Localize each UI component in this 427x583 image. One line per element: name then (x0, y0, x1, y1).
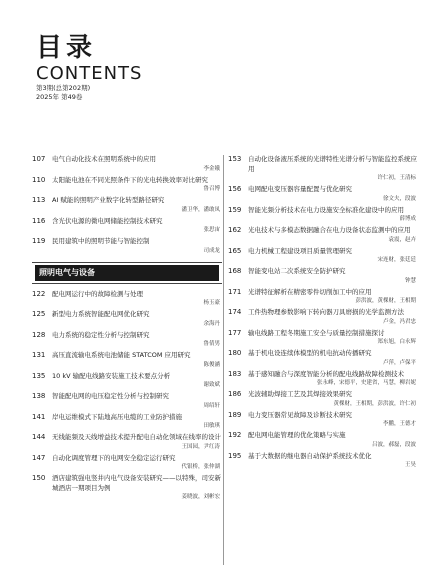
article-authors: 陈俊涵 (203, 361, 220, 368)
issue-number: 第3期(总第202期) (36, 84, 91, 92)
left-bottom-list (32, 290, 222, 502)
toc-entry[interactable] (32, 237, 222, 255)
toc-entry[interactable] (228, 431, 418, 449)
article-authors: 姜晓波，刘彬宏 (181, 494, 220, 500)
article-title: 光谱特征解析在精密零件切削加工中的应用 (248, 287, 372, 296)
toc-entry[interactable] (32, 474, 222, 501)
article-authors: 鲁召博 (203, 186, 220, 192)
article-authors: 杨玉豪 (203, 300, 220, 306)
section-header (32, 262, 222, 284)
right-list (228, 155, 418, 469)
contents-title-en: CONTENTS (36, 63, 143, 84)
article-authors: 宋连财，张廷廷 (377, 257, 416, 263)
article-title: 岸电运维模式下陆地高压电缆的工业防护措施 (52, 412, 182, 421)
toc-entry[interactable] (228, 390, 418, 408)
article-authors: 薛博成 (399, 216, 416, 222)
article-authors: 许仁初，王清标 (377, 175, 416, 181)
article-authors: 余海丹 (203, 320, 220, 327)
toc-entry[interactable] (32, 217, 222, 235)
toc-entry[interactable] (32, 196, 222, 214)
page-number: 165 (228, 246, 242, 255)
page-number: 180 (228, 349, 242, 357)
toc-entry[interactable] (228, 185, 418, 203)
toc-entry[interactable] (228, 370, 418, 388)
toc-entry[interactable] (228, 247, 418, 265)
page-number: 125 (32, 310, 46, 318)
page-number: 150 (32, 474, 46, 482)
article-title: 基于大数据的继电器自动保护系统技术优化 (248, 451, 372, 460)
article-title: 配电网运行中的故障检测与处理 (52, 289, 143, 298)
toc-entry[interactable] (32, 351, 222, 369)
toc-entry[interactable] (228, 267, 418, 285)
left-top-list (32, 155, 222, 255)
article-title: 输电线路工程冬期施工安全与质量控制措施探讨 (248, 328, 385, 337)
article-title: 10 kV 输配电线路安装施工技术要点分析 (52, 371, 171, 380)
page-number: 147 (32, 453, 46, 462)
article-title: 基于机电设连续体模型的机电抗动传播研究 (248, 349, 372, 357)
article-authors: 代银桥，张仲湖 (181, 464, 220, 470)
toc-entry[interactable] (32, 290, 222, 308)
article-authors: 司成龙 (203, 247, 220, 254)
article-authors: 王昊 (404, 462, 416, 468)
page-number: 144 (32, 433, 46, 441)
volume-year: 2025年 第49卷 (36, 93, 83, 101)
page-number: 156 (228, 185, 242, 193)
article-title: 自动化调度管理下的电网安全稳定运行研究 (52, 453, 176, 462)
page-number: 107 (32, 155, 46, 163)
toc-entry[interactable] (32, 176, 222, 194)
page-number: 153 (228, 155, 242, 163)
article-authors: 黄棵财，王相期，彭洪波，许仁初 (333, 400, 416, 407)
toc-entry[interactable] (228, 452, 418, 470)
column-divider (223, 155, 224, 565)
page-number: 110 (32, 175, 46, 184)
toc-entry[interactable] (32, 310, 222, 328)
page-number: 177 (228, 328, 242, 337)
article-title: 智能光频分析技术在电力设施安全标准化建设中的应用 (248, 205, 404, 214)
toc-entry[interactable] (228, 411, 418, 429)
right-column (228, 155, 418, 472)
page-number: 131 (32, 351, 46, 359)
toc-entry[interactable] (32, 155, 222, 173)
page-number: 122 (32, 289, 46, 298)
page-number: 128 (32, 330, 46, 339)
article-title: 工件热物理参数影响下转向器刀具磨损的光学监测方法 (248, 308, 404, 316)
article-title: 电气自动化技术在照明系统中的应用 (52, 155, 156, 163)
toc-entry[interactable] (32, 413, 222, 431)
page-number: 162 (228, 226, 242, 234)
article-authors: 张永峰，宋德平，史建省，马慧，柳岩妮 (316, 380, 416, 386)
article-authors: 卢萍，卢保平 (382, 359, 416, 366)
article-authors: 张思宙 (203, 227, 220, 233)
header (36, 34, 142, 102)
page-number: 119 (32, 237, 46, 245)
toc-entry[interactable] (228, 288, 418, 306)
section-title: 照明电气与设备 (35, 265, 219, 281)
toc-entry[interactable] (32, 454, 222, 472)
toc-entry[interactable] (32, 392, 222, 410)
article-title: 电力机械工程建设项目质量管理研究 (248, 246, 352, 255)
page-number: 159 (228, 205, 242, 214)
toc-entry[interactable] (228, 226, 418, 244)
article-title: 配电网电能管理的优化策略与实施 (248, 431, 346, 439)
article-authors: 卢金，冯君忠 (382, 318, 416, 325)
page-number: 192 (228, 431, 242, 439)
page-number: 116 (32, 216, 46, 225)
article-authors: 李金娥 (203, 165, 220, 172)
article-title: 基于感知融合与深度智能分析的配电线路故障检测技术 (248, 369, 404, 378)
article-authors: 徐文夫，段波 (382, 195, 416, 202)
article-title: 电网配电变压器容量配置与优化研究 (248, 185, 352, 193)
article-authors: 袁震，赵卉 (388, 236, 416, 243)
page-number: 113 (32, 196, 46, 204)
page-number: 186 (228, 390, 242, 398)
toc-entry[interactable] (228, 329, 418, 347)
article-authors: 李鹏，王德才 (382, 421, 416, 427)
toc-entry[interactable] (32, 372, 222, 390)
article-title: 电力系统的稳定性分析与控制研究 (52, 330, 150, 339)
article-authors: 潘卫华，潘敢凤 (181, 206, 220, 213)
page-number: 138 (32, 392, 46, 400)
article-authors: 周绍轩 (203, 402, 220, 409)
article-authors: 田敏琪 (203, 423, 220, 429)
page-number: 195 (228, 451, 242, 460)
article-title: 酒店建筑强电竖井内电气设备安装研究——以特殊，司安新城酒店一期项目为例 (52, 474, 221, 492)
page-number: 183 (228, 369, 242, 378)
left-column (32, 155, 222, 504)
page-number: 168 (228, 267, 242, 275)
article-title: 太阳能电池在不同光照条件下的光电转换效率对比研究 (52, 175, 208, 184)
toc-entry[interactable] (32, 331, 222, 349)
article-title: 智能变电站二次系统安全防护研究 (248, 267, 346, 275)
toc-entry[interactable] (228, 349, 418, 367)
article-title: AI 赋能的照明产业数字化转型路径研究 (52, 196, 165, 204)
article-title: 高压直流输电系统电池储能 STATCOM 应用研究 (52, 351, 191, 359)
contents-title-cn: 目录 (36, 33, 97, 63)
article-authors: 郑东旭，白永辉 (377, 339, 416, 345)
page-number: 174 (228, 308, 242, 316)
article-title: 含光伏电源的微电网储能控制技术研究 (52, 216, 163, 225)
page-number: 141 (32, 412, 46, 421)
page-number: 171 (228, 287, 242, 296)
toc-entry[interactable] (228, 206, 418, 224)
article-title: 民用建筑中的照明节能与智能控制 (52, 237, 150, 245)
article-authors: 钟慧 (404, 277, 416, 284)
article-title: 光波辅助焊接工艺及其焊接效果研究 (248, 390, 352, 398)
article-authors: 王国园，尹红涛 (181, 443, 220, 450)
article-title: 自动化设备液压系统的光谱特性光谱分析与智能监控系统应用 (248, 155, 417, 173)
article-title: 新型电力系统智能配电网优化研究 (52, 310, 150, 318)
page-number: 189 (228, 410, 242, 419)
article-title: 智能配电网的电压稳定性分析与控制研究 (52, 392, 169, 400)
article-title: 无线能频及天线增益技术提升配电自动化领域在线率的设计 (52, 433, 221, 441)
article-title: 光电技术与多模态数据融合在电力设备状态监测中的应用 (248, 226, 411, 234)
article-authors: 鲁倩男 (203, 341, 220, 347)
toc-entry[interactable] (32, 433, 222, 451)
toc-entry[interactable] (228, 308, 418, 326)
article-authors: 谢致斌 (203, 382, 220, 388)
article-title: 电力变压器常见故障及诊断技术研究 (248, 410, 352, 419)
toc-entry[interactable] (228, 155, 418, 182)
article-authors: 吕波，郝磊，段波 (371, 441, 416, 448)
page-number: 135 (32, 371, 46, 380)
article-authors: 彭洪波，黄棵财，王相期 (355, 298, 416, 304)
